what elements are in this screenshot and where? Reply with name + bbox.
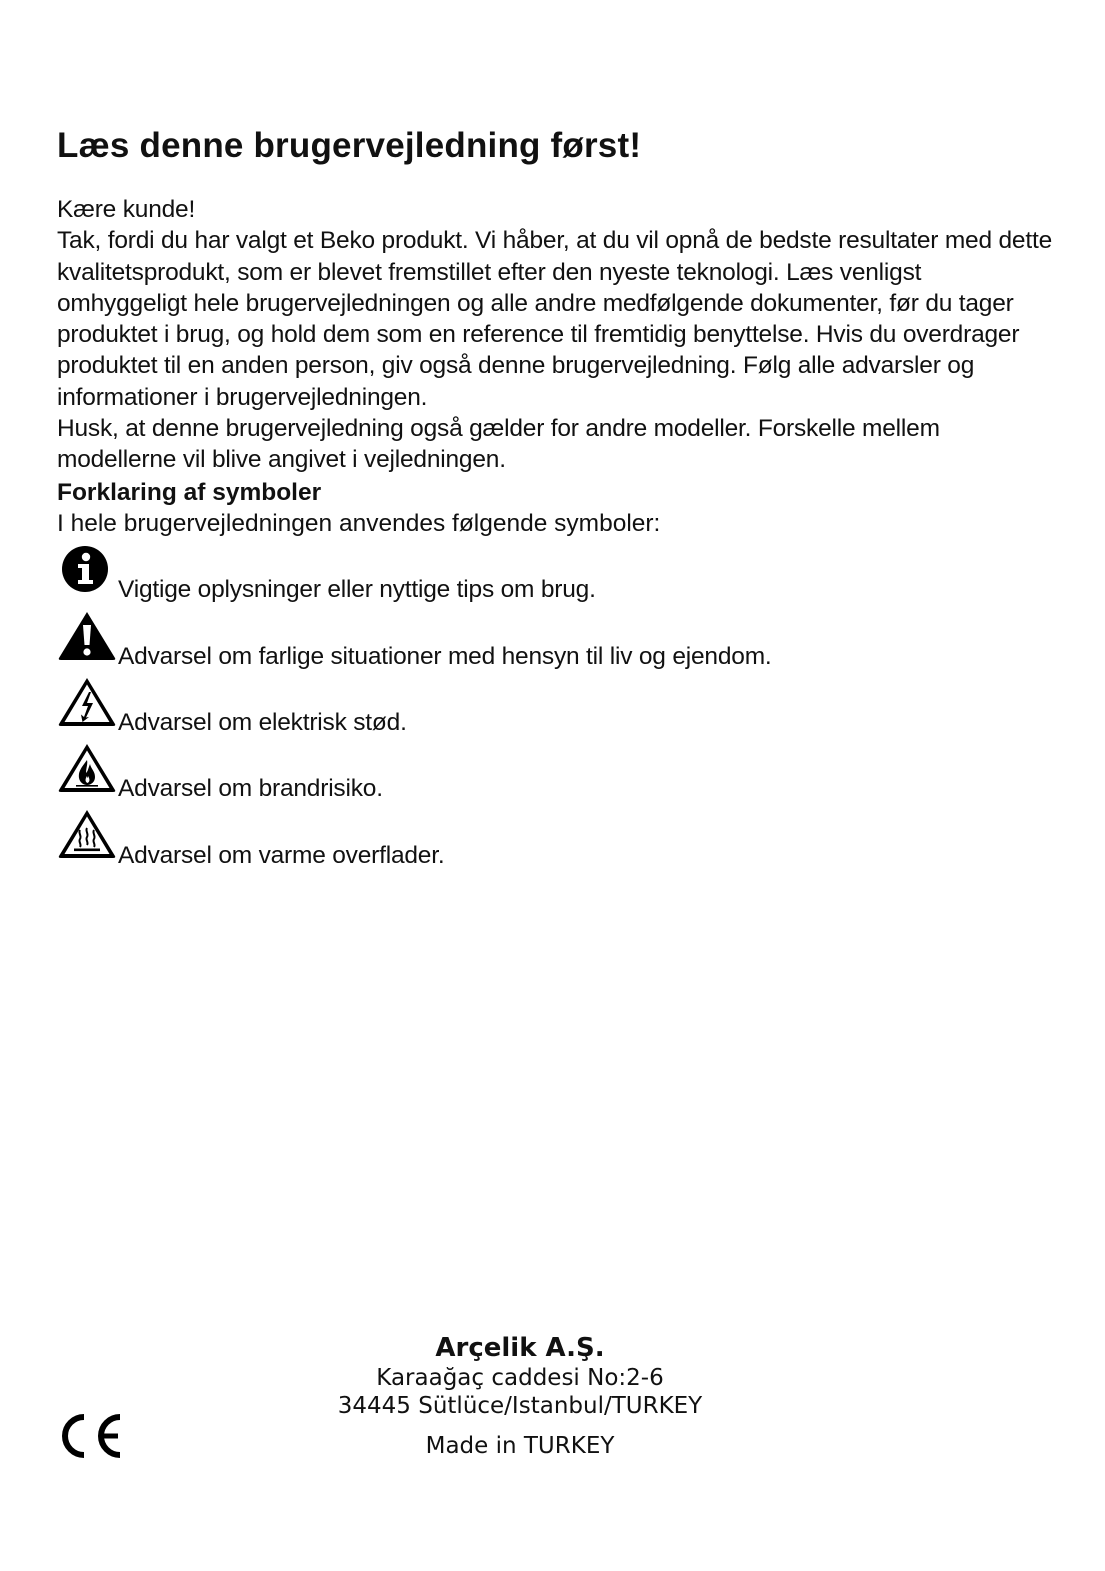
symbol-text-danger: Advarsel om farlige situationer med hensyn til liv og ejendom. bbox=[118, 643, 772, 670]
hot-surface-icon bbox=[58, 808, 116, 866]
symbol-row-fire bbox=[58, 742, 958, 802]
electric-shock-icon bbox=[58, 676, 116, 734]
intro-section bbox=[57, 194, 1057, 476]
address-line-1: Karaağaç caddesi No:2-6 bbox=[376, 1365, 664, 1391]
symbol-row-danger bbox=[58, 610, 958, 670]
symbols-intro: I hele brugervejledningen anvendes følgende symboler: bbox=[57, 510, 661, 537]
symbol-text-hot-surface: Advarsel om varme overflader. bbox=[118, 842, 445, 869]
fire-hazard-icon bbox=[58, 742, 116, 800]
symbol-row-info bbox=[58, 545, 958, 605]
company-name: Arçelik A.Ş. bbox=[435, 1333, 605, 1363]
symbol-text-info: Vigtige oplysninger eller nyttige tips om brug. bbox=[118, 576, 596, 603]
greeting: Kære kunde! bbox=[57, 196, 196, 223]
address-line-2: 34445 Sütlüce/Istanbul/TURKEY bbox=[337, 1393, 703, 1419]
danger-warning-icon bbox=[58, 610, 116, 668]
symbol-row-electric bbox=[58, 676, 958, 736]
symbol-text-fire: Advarsel om brandrisiko. bbox=[118, 775, 383, 802]
symbol-text-electric: Advarsel om elektrisk stød. bbox=[118, 709, 407, 736]
symbols-heading: Forklaring af symboler bbox=[57, 479, 322, 506]
manufacturer-address bbox=[300, 1332, 740, 1460]
models-note: Husk, at denne brugervejledning også gælder for andre modeller. Forskelle mellem modellerne vil blive angivet i vejledningen. bbox=[57, 415, 940, 474]
made-in: Made in TURKEY bbox=[425, 1433, 615, 1459]
ce-mark-icon bbox=[54, 1410, 124, 1462]
info-icon bbox=[58, 545, 116, 603]
intro-paragraph: Tak, fordi du har valgt et Beko produkt. Vi håber, at du vil opnå de bedste resultater med dette kvalitetsprodukt, som er blevet fremstillet efter den nyeste teknologi. Læs venligst omhyggeligt hele brugervejledningen og alle andre medfølgende dokumenter, før du tager produktet i brug, og hold dem som en reference til fremtidig benyttelse. Hvis du overdrager produktet til en anden person, giv også denne brugervejledning. Følg alle advarsler og informationer i brugervejledningen. bbox=[57, 227, 1053, 411]
page-title: Læs denne brugervejledning først! bbox=[57, 126, 642, 165]
symbol-row-hot-surface bbox=[58, 808, 958, 868]
